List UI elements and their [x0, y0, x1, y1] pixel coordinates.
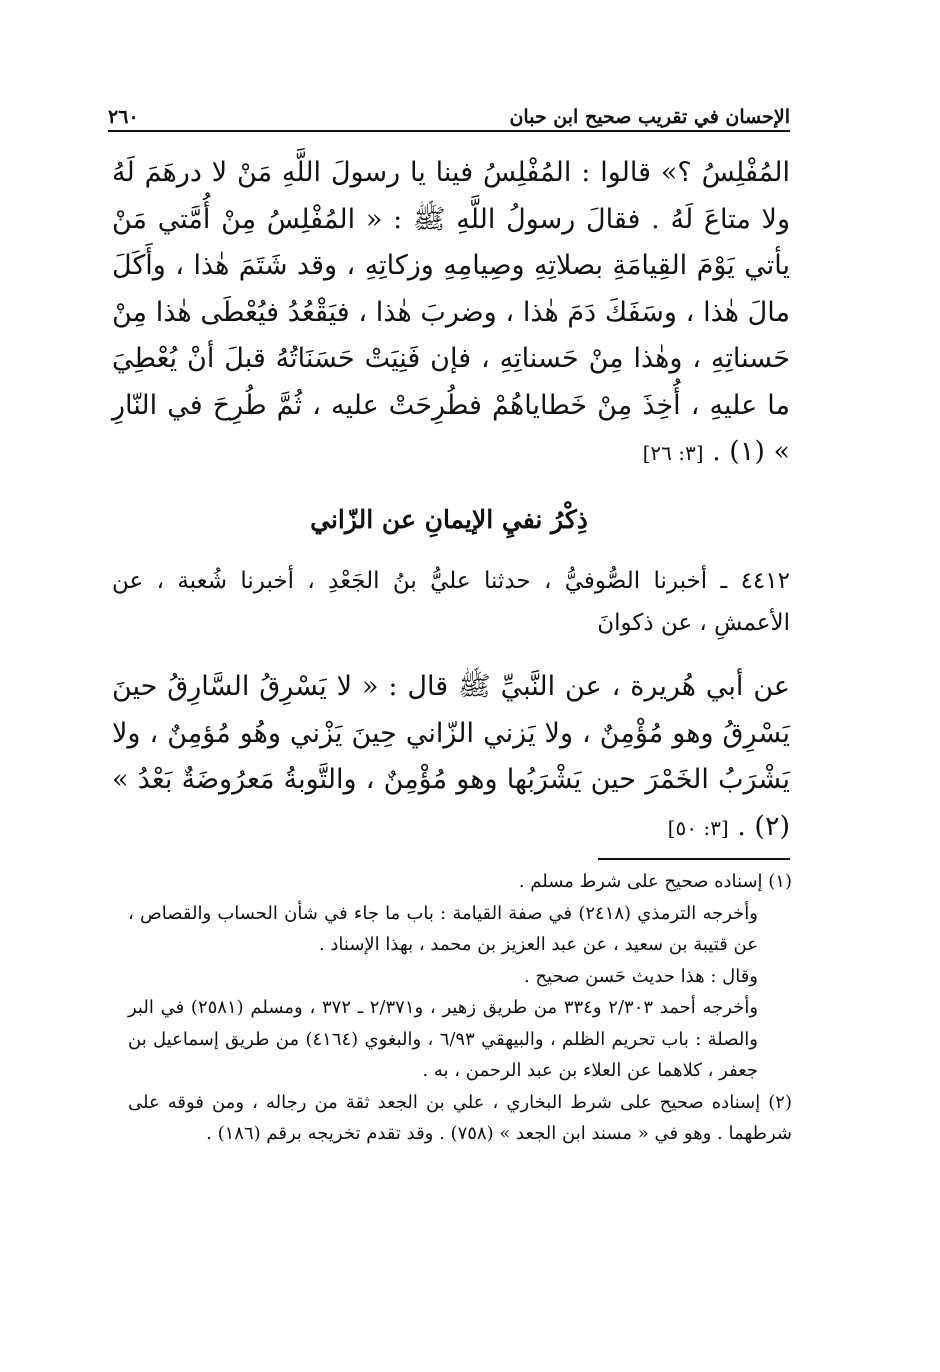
hadith-1-block	[112, 150, 790, 477]
hadith-1-reference: [٣: ٢٦]	[642, 441, 704, 465]
footnote-1-para-2: وأخرجه الترمذي (٢٤١٨) في صفة القيامة : باب ما جاء في شأن الحساب والقصاص ، عن قتيبة بن سعيد ، عن عبد العزيز بن محمد ، بهذا الإسناد .	[128, 902, 758, 955]
chapter-heading: ذِكْرُ نفيِ الإيمانِ عن الزّاني	[310, 505, 588, 534]
header-divider	[108, 130, 790, 132]
hadith-2-isnad	[112, 560, 790, 644]
hadith-1-text: المُفْلِسُ ؟» قالوا : المُفْلِسُ فينا يا رسولَ اللَّهِ مَنْ لا درهَمَ لَهُ ولا متاعَ لَهُ . فقالَ رسولُ اللَّهِ ﷺ : « المُفْلِسُ مِنْ أُمَّتي مَنْ يأتي يَوْمَ القِيامَةِ بصلاتِهِ وصِيامِهِ وزكاتِهِ ، وقد شَتَمَ هٰذا ، وأَكَلَ مالَ هٰذا ، وسَفَكَ دَمَ هٰذا ، وضربَ هٰذا ، فيَقْعُدُ فيُعْطَى هٰذا مِنْ حَسناتِهِ ، وهٰذا مِنْ حَسناتِهِ ، فإن فَنِيَتْ حَسَنَاتُهُ قبلَ أنْ يُعْطِيَ ما عليهِ ، أُخِذَ مِنْ خَطاياهُمْ فطُرِحَتْ عليه ، ثُمَّ طُرِحَ في النّارِ » (١) . [٣: ٢٦]	[112, 150, 790, 477]
matn-text: عن أبي هُريرة ، عن النَّبيِّ ﷺ قال : « لا يَسْرِقُ السَّارِقُ حينَ يَسْرِقُ وهو مُؤْمِنٌ ، ولا يَزني الزّاني حِينَ يَزْني وهُو مُؤمِنٌ ، ولا يَشْرَبُ الخَمْرَ حين يَشْرَبُها وهو مُؤْمِنٌ ، والتَّوبةُ مَعرُوضَةٌ بَعْدُ » (٢) . [٣: ٥٠]	[112, 664, 790, 851]
page-header	[108, 88, 790, 128]
hadith-2-matn	[112, 664, 790, 851]
footnotes	[128, 866, 792, 1150]
footnote-1-line-1: (١) إسناده صحيح على شرط مسلم .	[518, 871, 792, 892]
hadith-2-reference: [٣: ٥٠]	[667, 815, 729, 840]
footnote-1-para-4: وأخرجه أحمد ٢/٣٠٣ و٣٣٤ من طريق زهير ، و٢/٣٧١ ـ ٣٧٢ ، ومسلم (٢٥٨١) في البر والصلة : باب تحريم الظلم ، والبيهقي ٦/٩٣ ، والبغوي (٤١٦٤) من طريق إسماعيل بن جعفر ، كلاهما عن العلاء بن عبد الرحمن ، به .	[128, 997, 759, 1081]
footnote-1-para-3: وقال : هذا حديث حَسن صحيح .	[523, 965, 758, 987]
page-number: ٢٦٠	[108, 106, 139, 128]
footnote-2: (٢) إسناده صحيح على شرط البخاري ، علي بن الجعد ثقة من رجاله ، ومن فوقه على شرطهما . وهو في « مسند ابن الجعد » (٧٥٨) . وقد تقدم تخريجه برقم (١٨٦) .	[128, 1091, 792, 1144]
isnad-text: ٤٤١٢ ـ أخبرنا الصُّوفيُّ ، حدثنا عليُّ بنُ الجَعْدِ ، أخبرنا شُعبة ، عن الأعمشِ ، عن ذكوانَ	[112, 568, 790, 636]
footnote-divider	[598, 858, 790, 860]
book-title: الإحسان في تقريب صحيح ابن حبان	[509, 106, 790, 128]
